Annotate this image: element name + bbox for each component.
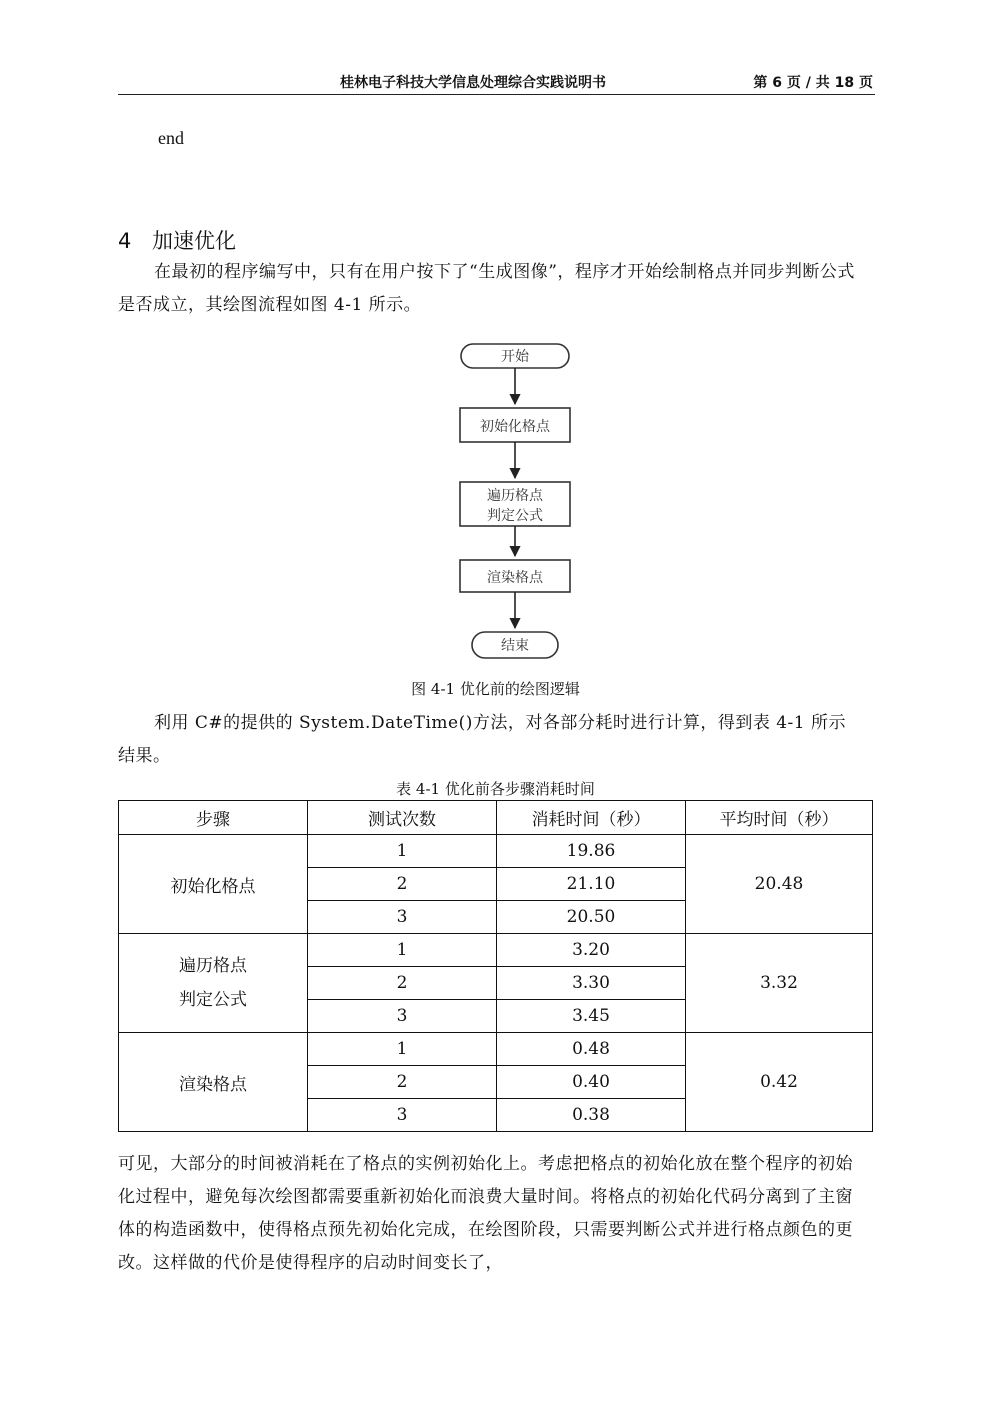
section-title: 加速优化 [152, 229, 236, 253]
run-number: 3 [308, 901, 497, 934]
run-number: 1 [308, 1033, 497, 1066]
time-value: 19.86 [497, 835, 686, 868]
run-number: 1 [308, 835, 497, 868]
flowchart [440, 340, 590, 670]
paragraph-method: 利用 C#的提供的 System.DateTime()方法，对各部分耗时进行计算，得到表 4-1 所示结果。 [118, 713, 847, 766]
header-step: 步骤 [119, 801, 308, 835]
step-name [119, 934, 308, 1033]
timing-table [118, 800, 873, 1132]
run-number: 2 [308, 967, 497, 1000]
header-average: 平均时间（秒） [686, 801, 873, 835]
page-number: 第 6 页 / 共 18 页 [753, 75, 873, 91]
flow-render-label: 渲染格点 [487, 570, 543, 586]
table-row [119, 1033, 873, 1066]
time-value: 20.50 [497, 901, 686, 934]
step-name: 初始化格点 [119, 835, 308, 934]
run-number: 2 [308, 1066, 497, 1099]
average-value: 0.42 [686, 1033, 873, 1132]
average-value: 3.32 [686, 934, 873, 1033]
time-value: 0.38 [497, 1099, 686, 1132]
time-value: 3.20 [497, 934, 686, 967]
flow-traverse-label-2: 判定公式 [487, 508, 543, 524]
header-runs: 测试次数 [308, 801, 497, 835]
paragraph-intro: 在最初的程序编写中，只有在用户按下了“生成图像”，程序才开始绘制格点并同步判断公式是否成立，其绘图流程如图 4-1 所示。 [118, 262, 855, 315]
time-value: 0.48 [497, 1033, 686, 1066]
time-value: 3.45 [497, 1000, 686, 1033]
step-name-line-2: 判定公式 [179, 990, 247, 1010]
run-number: 3 [308, 1000, 497, 1033]
time-value: 0.40 [497, 1066, 686, 1099]
run-number: 1 [308, 934, 497, 967]
flow-end-label: 结束 [501, 638, 529, 654]
header-time: 消耗时间（秒） [497, 801, 686, 835]
table-row [119, 934, 873, 967]
step-name: 渲染格点 [119, 1033, 308, 1132]
flow-traverse-label-1: 遍历格点 [487, 488, 543, 504]
table-header-row [119, 801, 873, 835]
flow-start-label: 开始 [501, 349, 529, 365]
table-caption: 表 4-1 优化前各步骤消耗时间 [396, 780, 595, 798]
section-heading [118, 225, 236, 255]
section-number: 4 [118, 229, 132, 253]
table-row [119, 835, 873, 868]
paragraph-conclusion: 可见，大部分的时间被消耗在了格点的实例初始化上。考虑把格点的初始化放在整个程序的初始化过程中，避免每次绘图都需要重新初始化而浪费大量时间。将格点的初始化代码分离到了主窗体的构造函数中，使得格点预先初始化完成，在绘图阶段，只需要判断公式并进行格点颜色的更改。这样做的代价是使得程序的启动时间变长了， [118, 1154, 853, 1273]
time-value: 3.30 [497, 967, 686, 1000]
document-title: 桂林电子科技大学信息处理综合实践说明书 [340, 75, 606, 91]
run-number: 2 [308, 868, 497, 901]
average-value: 20.48 [686, 835, 873, 934]
step-name-line-1: 遍历格点 [179, 956, 247, 976]
run-number: 3 [308, 1099, 497, 1132]
figure-caption: 图 4-1 优化前的绘图逻辑 [411, 680, 580, 698]
time-value: 21.10 [497, 868, 686, 901]
code-tail: end [158, 128, 184, 148]
page-header [118, 70, 875, 95]
flow-init-label: 初始化格点 [480, 419, 550, 435]
